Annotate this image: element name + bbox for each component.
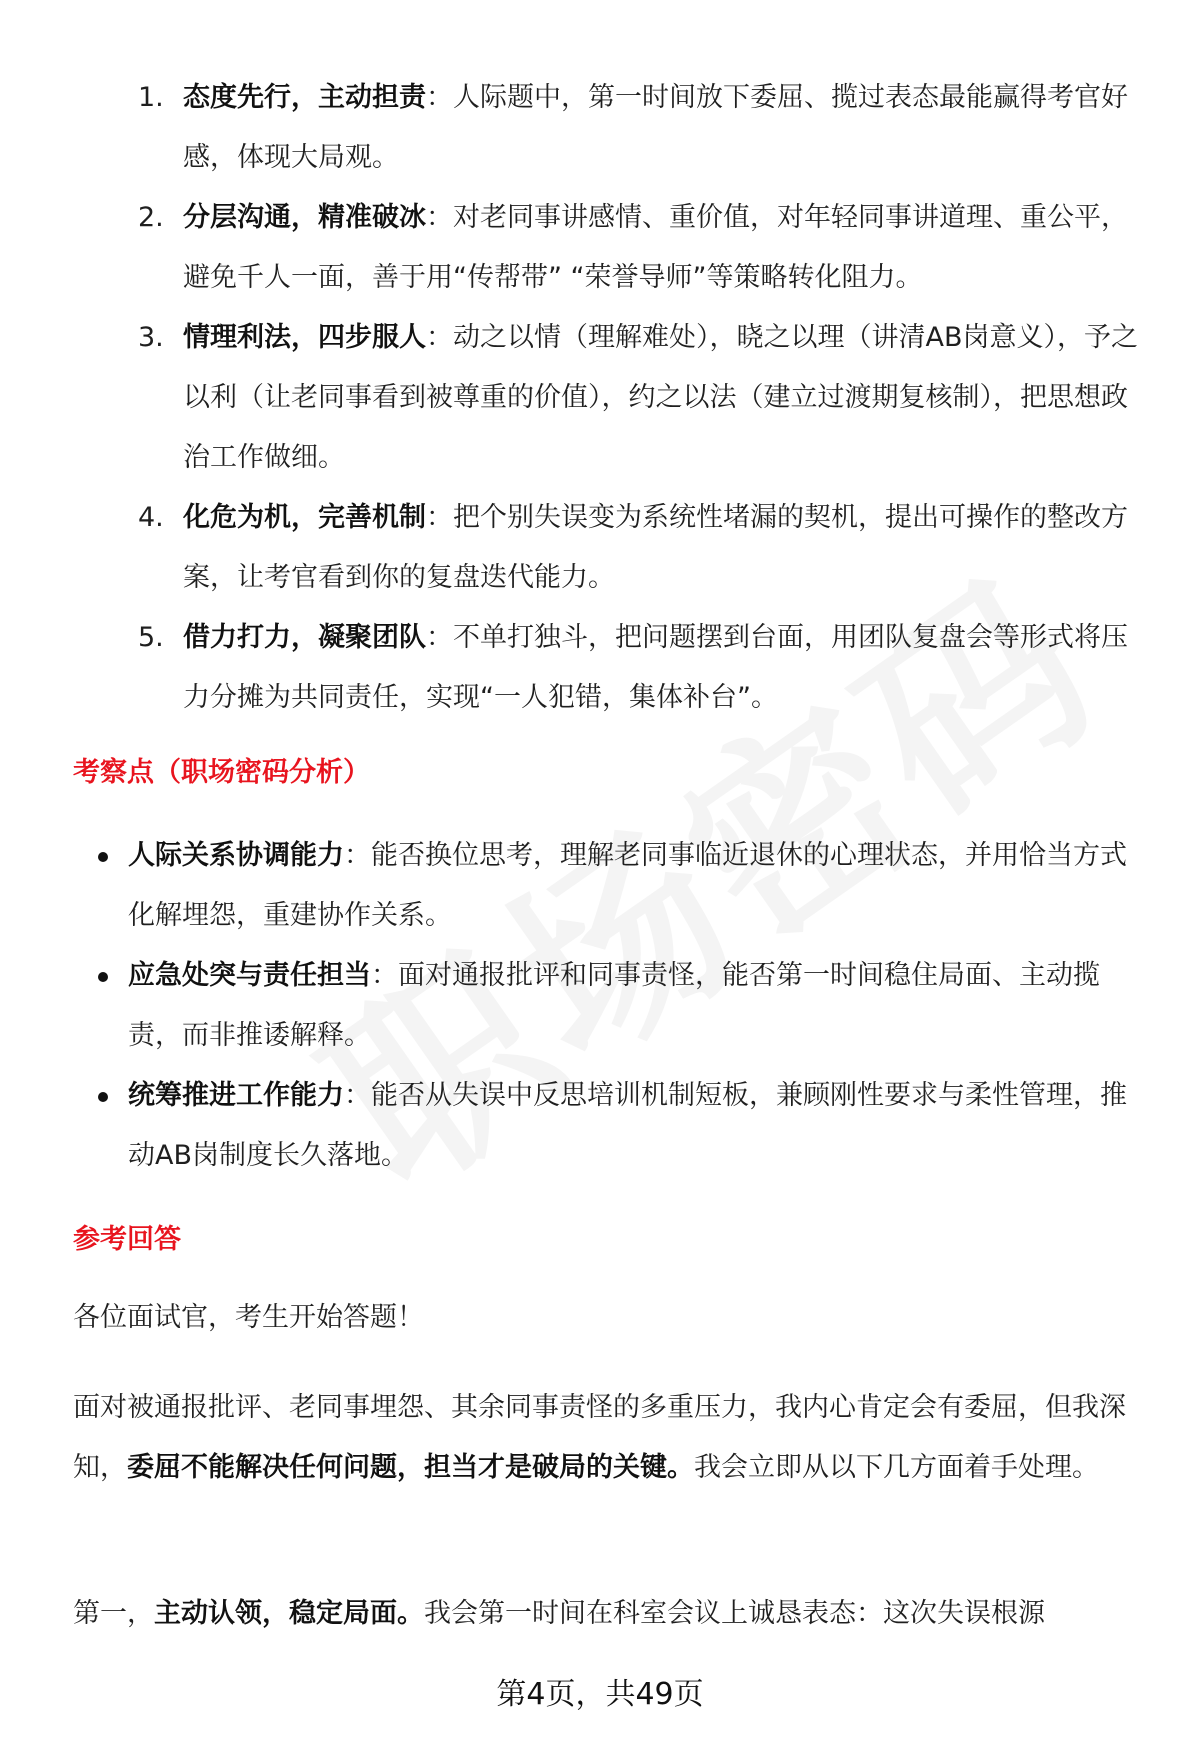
list-item-text bbox=[183, 608, 1140, 728]
list-item-text bbox=[183, 488, 1140, 608]
paragraph-text: 面对被通报批评、老同事埋怨、其余同事责怪的多重压力，我内心肯定会有委屈，但我深知， bbox=[73, 1392, 1126, 1483]
list-item bbox=[0, 308, 1200, 488]
list-item-body: ：不单打独斗，把问题摆到台面，用团队复盘会等形式将压力分摊为共同责任，实现“一人犯错，集体补台”。 bbox=[183, 622, 1128, 713]
list-item-body: ：能否从失误中反思培训机制短板，兼顾刚性要求与柔性管理，推动AB岗制度长久落地。 bbox=[128, 1080, 1127, 1171]
list-item bbox=[0, 488, 1200, 608]
list-item-text bbox=[183, 68, 1140, 188]
list-item-text bbox=[183, 308, 1140, 488]
paragraph-text: 我会第一时间在科室会议上诚恳表态：这次失误根源 bbox=[424, 1598, 1045, 1629]
bullet-icon bbox=[98, 972, 108, 982]
list-item-text bbox=[128, 1066, 1143, 1186]
page-footer: 第4页，共49页 bbox=[496, 1677, 704, 1712]
bullet-icon bbox=[98, 852, 108, 862]
list-item bbox=[0, 68, 1200, 188]
list-item-text bbox=[128, 946, 1143, 1066]
paragraph-text: 第一， bbox=[73, 1598, 154, 1629]
list-number: 5. bbox=[138, 622, 164, 653]
list-number: 1. bbox=[138, 82, 164, 113]
answer-paragraph-2 bbox=[73, 1584, 1143, 1644]
paragraph-emphasis: 主动认领，稳定局面。 bbox=[154, 1598, 424, 1629]
list-item-text bbox=[183, 188, 1140, 308]
list-item bbox=[0, 826, 1200, 946]
list-item-text bbox=[128, 826, 1143, 946]
list-item bbox=[0, 608, 1200, 728]
answer-greeting: 各位面试官，考生开始答题！ bbox=[73, 1302, 424, 1333]
list-item-body: ：面对通报批评和同事责怪，能否第一时间稳住局面、主动揽责，而非推诿解释。 bbox=[128, 960, 1100, 1051]
bullet-list bbox=[0, 826, 1200, 1186]
list-item-title: 借力打力，凝聚团队 bbox=[183, 622, 426, 653]
list-item bbox=[0, 188, 1200, 308]
list-item-title: 分层沟通，精准破冰 bbox=[183, 202, 426, 233]
list-item-body: ：人际题中，第一时间放下委屈、揽过表态最能赢得考官好感，体现大局观。 bbox=[183, 82, 1128, 173]
list-item bbox=[0, 946, 1200, 1066]
section-heading-answer: 参考回答 bbox=[73, 1224, 181, 1255]
list-item-title: 应急处突与责任担当 bbox=[128, 960, 371, 991]
section-heading-points: 考察点（职场密码分析） bbox=[73, 757, 370, 788]
list-item-title: 情理利法，四步服人 bbox=[183, 322, 426, 353]
list-number: 2. bbox=[138, 202, 164, 233]
list-item bbox=[0, 1066, 1200, 1186]
list-item-body: ：对老同事讲感情、重价值，对年轻同事讲道理、重公平，避免千人一面，善于用“传帮带” “荣誉导师”等策略转化阻力。 bbox=[183, 202, 1128, 293]
list-item-title: 人际关系协调能力 bbox=[128, 840, 344, 871]
list-item-body: ：把个别失误变为系统性堵漏的契机，提出可操作的整改方案，让考官看到你的复盘迭代能力。 bbox=[183, 502, 1128, 593]
list-item-title: 化危为机，完善机制 bbox=[183, 502, 426, 533]
bullet-icon bbox=[98, 1092, 108, 1102]
list-item-body: ：动之以情（理解难处），晓之以理（讲清AB岗意义），予之以利（让老同事看到被尊重的价值），约之以法（建立过渡期复核制），把思想政治工作做细。 bbox=[183, 322, 1138, 473]
numbered-list bbox=[0, 68, 1200, 728]
list-number: 3. bbox=[138, 322, 164, 353]
list-item-body: ：能否换位思考，理解老同事临近退休的心理状态，并用恰当方式化解埋怨，重建协作关系。 bbox=[128, 840, 1127, 931]
paragraph-text: 我会立即从以下几方面着手处理。 bbox=[694, 1452, 1099, 1483]
list-item-title: 统筹推进工作能力 bbox=[128, 1080, 344, 1111]
answer-paragraph-1 bbox=[73, 1378, 1143, 1498]
list-number: 4. bbox=[138, 502, 164, 533]
paragraph-emphasis: 委屈不能解决任何问题，担当才是破局的关键。 bbox=[127, 1452, 694, 1483]
list-item-title: 态度先行，主动担责 bbox=[183, 82, 426, 113]
